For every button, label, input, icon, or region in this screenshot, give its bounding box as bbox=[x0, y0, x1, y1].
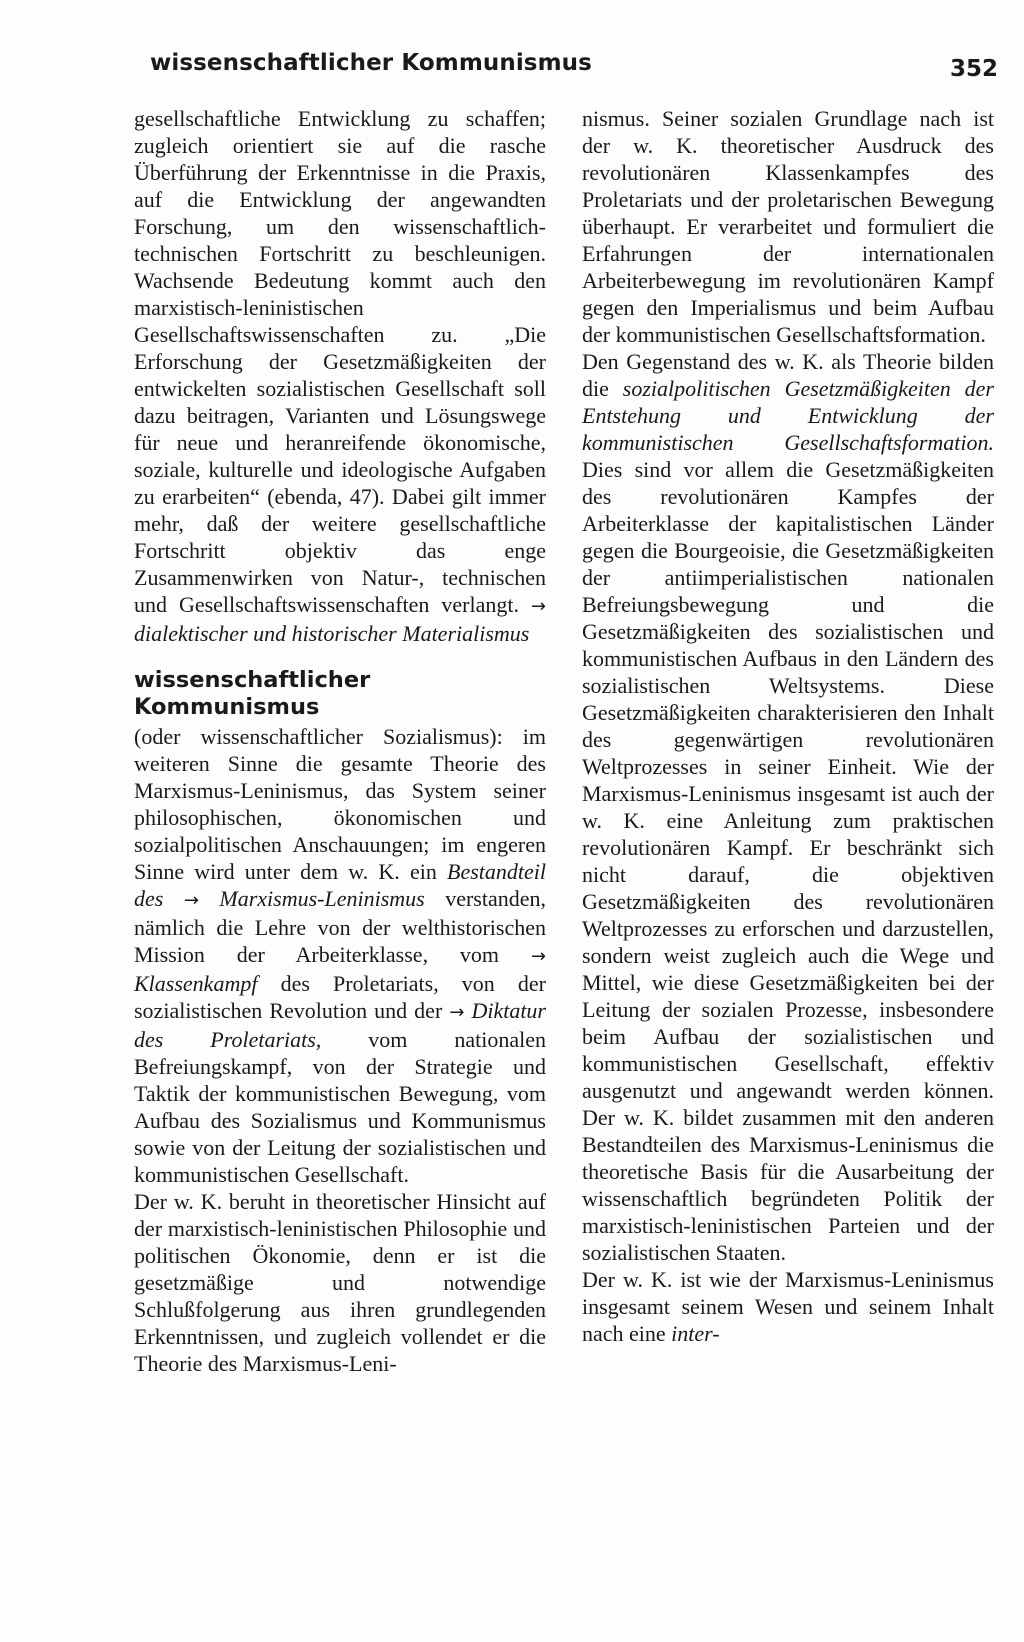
entry-text: verstanden, nämlich die Lehre von der welthistorischen Mission der Arbeiterklasse, vom bbox=[134, 886, 547, 967]
entry-paragraph bbox=[134, 667, 546, 1188]
entry-headword: wissenschaftlicher Kommunismus bbox=[134, 667, 371, 720]
entry-text: des Proletariats, von der sozialistischen Revolution und der bbox=[134, 971, 546, 1023]
cross-reference-link: dialektischer und historischer Materialismus bbox=[134, 621, 530, 646]
continuation-text: gesellschaftliche Entwicklung zu schaffen; zugleich orientiert sie auf die rasche Überführung der Erkenntnisse in die Praxis, auf die Entwicklung der angewandten Forschung, um den wissenschaftlich-technischen Fortschritt zu beschleunigen. Wachsende Bedeutung kommt auch den marxistisch-leninistischen Gesellschaftswissenschaften zu. „Die Erforschung der Gesetzmäßigkeiten der entwickelten sozialistischen Gesellschaft soll dazu beitragen, Varianten und Lösungswege für neue und heranreifende ökonomische, soziale, kulturelle und ideologische Aufgaben zu erarbeiten“ (ebenda, 47). Dabei gilt immer mehr, daß der weitere gesellschaftliche Fortschritt objektiv das enge Zusammenwirken von Natur-, technischen und Gesellschaftswissenschaften verlangt. bbox=[134, 106, 546, 617]
dictionary-entry bbox=[134, 667, 546, 1377]
cross-reference-arrow-icon: → bbox=[530, 946, 546, 967]
cross-reference-arrow-icon: → bbox=[449, 1002, 465, 1023]
left-column bbox=[134, 105, 546, 1377]
cross-reference-link: Diktatur des Proletariats, bbox=[134, 998, 546, 1052]
cross-reference-text: Bestandteil des bbox=[134, 859, 546, 911]
cross-reference-link: Klassenkampf bbox=[134, 971, 258, 996]
right-column bbox=[582, 105, 994, 1347]
running-title: wissenschaftlicher Kommunismus bbox=[150, 50, 592, 76]
entry-text: Der w. K. ist wie der Marxismus-Leninismus insgesamt seinem Wesen und seinem Inhalt nach eine bbox=[582, 1267, 994, 1346]
page-number: 352 bbox=[950, 56, 999, 82]
entry-text: Dies sind vor allem die Gesetzmäßigkeiten des revolutionären Kampfes der Arbeiterklasse der kapitalistischen Länder gegen die Bourgeoisie, die Gesetzmäßigkeiten der antiimperialistischen nationalen Befreiungsbewegung und die Gesetzmäßigkeiten des sozialistischen und kommunistischen Aufbaus in den Ländern des sozialistischen Weltsystems. Diese Gesetzmäßigkeiten charakterisieren den Inhalt des gegenwärtigen revolutionären Weltprozesses in seiner Einheit. Wie der Marxismus-Leninismus insgesamt ist auch der w. K. eine Anleitung zum praktischen revolutionären Kampf. Er beschränkt sich nicht darauf, die objektiven Gesetzmäßigkeiten des revolutionären Weltprozesses zu erforschen und darzustellen, sondern weist zugleich auch die Wege und Mittel, wie diese Gesetzmäßigkeiten bei der Leitung der sozialen Prozesse, insbesondere beim Aufbau der sozialistischen und kommunistischen Gesellschaft, effektiv ausgenutzt und angewandt werden können. Der w. K. bildet zusammen mit den anderen Bestandteilen des Marxismus-Leninismus die theoretische Basis für die Ausarbeitung der wissenschaftlich begründeten Politik der marxistisch-leninistischen Parteien und der sozialistischen Staaten. bbox=[582, 457, 994, 1265]
continuation-paragraph bbox=[134, 105, 546, 647]
emphasis-text: inter- bbox=[671, 1321, 720, 1346]
emphasis-text: sozialpolitischen Gesetzmäßigkeiten der Entstehung und Entwicklung der kommunistischen Gesellschaftsformation. bbox=[582, 376, 994, 455]
entry-paragraph bbox=[582, 348, 994, 1266]
entry-text: (oder wissenschaftlicher Sozialismus): im weiteren Sinne die gesamte Theorie des Marxismus-Leninismus, das System seiner philosophischen, ökonomischen und sozialpolitischen Anschauungen; im engeren Sinne wird unter dem w. K. ein bbox=[134, 724, 546, 884]
entry-paragraph: Der w. K. beruht in theoretischer Hinsicht auf der marxistisch-leninistischen Philosophie und politischen Ökonomie, denn er ist die gesetzmäßige und notwendige Schlußfolgerung aus ihren grundlegenden Erkenntnissen, und zugleich vollendet er die Theorie des Marxismus-Leni- bbox=[134, 1189, 546, 1376]
cross-reference-arrow-icon: → bbox=[183, 890, 199, 911]
entry-paragraph bbox=[582, 1266, 994, 1347]
entry-paragraph: nismus. Seiner sozialen Grundlage nach ist der w. K. theoretischer Ausdruck des revolutionären Klassenkampfes des Proletariats und der proletarischen Bewegung überhaupt. Er verarbeitet und formuliert die Erfahrungen der internationalen Arbeiterbewegung im revolutionären Kampf gegen den Imperialismus und beim Aufbau der kommunistischen Gesellschaftsformation. bbox=[582, 106, 994, 347]
entry-text: vom nationalen Befreiungskampf, von der Strategie und Taktik der kommunistischen Bewegung, vom Aufbau des Sozialismus und Kommunismus sowie von der Leitung der sozialistischen und kommunistischen Gesellschaft. bbox=[134, 1027, 546, 1187]
cross-reference-link: Marxismus-Leninismus bbox=[198, 886, 425, 911]
entry-text: Den Gegenstand des w. K. als Theorie bilden die bbox=[582, 349, 994, 401]
cross-reference-arrow-icon: → bbox=[530, 596, 546, 617]
